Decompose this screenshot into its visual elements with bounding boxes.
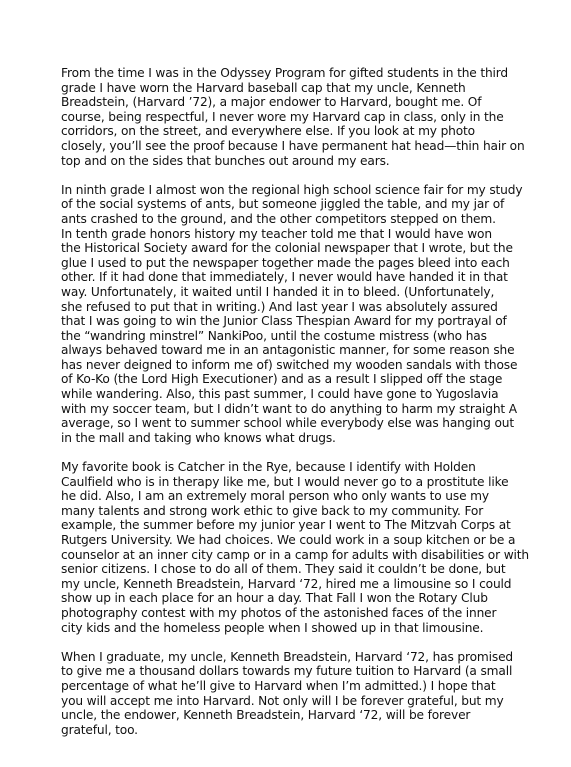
text-line: example, the summer before my junior year I went to The Mitzvah Corps at	[61, 518, 511, 533]
text-line: senior citizens. I chose to do all of them. They said it couldn’t be done, but	[61, 562, 506, 577]
text-line: many talents and strong work ethic to give back to my community. For	[61, 503, 484, 518]
text-line: always behaved toward me in an antagonistic manner, for some reason she	[61, 343, 515, 358]
text-line: grateful, too.	[61, 722, 138, 737]
text-line: you will accept me into Harvard. Not only will I be forever grateful, but my	[61, 693, 504, 708]
text-line: closely, you’ll see the proof because I have permanent hat head—thin hair on	[61, 138, 525, 153]
text-line: In ninth grade I almost won the regional high school science fair for my study	[61, 182, 523, 197]
text-line: Rutgers University. We had choices. We could work in a soup kitchen or be a	[61, 533, 516, 547]
essay-paragraph	[61, 650, 533, 738]
text-line: Breadstein, (Harvard ’72), a major endower to Harvard, bought me. Of	[61, 95, 482, 110]
text-line: percentage of what he’ll give to Harvard when I’m admitted.) I hope that	[61, 678, 496, 693]
text-line: From the time I was in the Odyssey Program for gifted students in the third	[61, 66, 509, 80]
essay-paragraph	[61, 66, 533, 168]
text-line: of the social systems of ants, but someone jiggled the table, and my jar of	[61, 197, 505, 212]
text-line: my uncle, Kenneth Breadstein, Harvard ‘72, hired me a limousine so I could	[61, 576, 512, 591]
text-line: with my soccer team, but I didn’t want to do anything to harm my straight A	[61, 401, 517, 416]
text-line: the Historical Society award for the colonial newspaper that I wrote, but the	[61, 241, 513, 256]
text-line: to give me a thousand dollars towards my future tuition to Harvard (a small	[61, 664, 513, 679]
text-line: In tenth grade honors history my teacher told me that I would have won	[61, 226, 492, 241]
text-line: she refused to put that in writing.) And last year I was absolutely assured	[61, 299, 498, 314]
text-line: city kids and the homeless people when I showed up in that limousine.	[61, 620, 484, 635]
text-line: he did. Also, I am an extremely moral person who only wants to use my	[61, 489, 489, 504]
text-line: corridors, on the street, and everywhere else. If you look at my photo	[61, 124, 475, 139]
text-line: ants crashed to the ground, and the other competitors stepped on them.	[61, 211, 496, 226]
text-line: grade I have worn the Harvard baseball cap that my uncle, Kenneth	[61, 80, 466, 95]
text-line: glue I used to put the newspaper together made the pages bleed into each	[61, 255, 510, 270]
essay-page	[61, 66, 533, 752]
text-line: My favorite book is Catcher in the Rye, because I identify with Holden	[61, 460, 476, 475]
essay-paragraph	[61, 460, 533, 635]
text-line: of Ko-Ko (the Lord High Executioner) and as a result I slipped off the stage	[61, 372, 503, 387]
text-line: counselor at an inner city camp or in a camp for adults with disabilities or with	[61, 547, 529, 562]
text-line: average, so I went to summer school while everybody else was hanging out	[61, 416, 514, 431]
text-line: photography contest with my photos of the astonished faces of the inner	[61, 605, 497, 620]
text-line: has never deigned to inform me of) switched my wooden sandals with those	[61, 357, 518, 372]
text-line: that I was going to win the Junior Class Thespian Award for my portrayal of	[61, 314, 507, 329]
text-line: top and on the sides that bunches out around my ears.	[61, 153, 390, 168]
text-line: way. Unfortunately, it waited until I handed it in to bleed. (Unfortunately,	[61, 284, 495, 299]
text-line: in the mall and taking who knows what drugs.	[61, 430, 336, 445]
text-line: Caulfield who is in therapy like me, but I would never go to a prostitute like	[61, 474, 509, 489]
text-line: while wandering. Also, this past summer, I could have gone to Yugoslavia	[61, 387, 499, 402]
essay-paragraph	[61, 183, 533, 446]
text-line: uncle, the endower, Kenneth Breadstein, Harvard ‘72, will be forever	[61, 708, 471, 723]
text-line: other. If it had done that immediately, I never would have handed it in that	[61, 270, 508, 285]
text-line: the “wandring minstrel” NankiPoo, until the costume mistress (who has	[61, 328, 487, 343]
text-line: course, being respectful, I never wore my Harvard cap in class, only in the	[61, 109, 504, 124]
text-line: show up in each place for an hour a day. That Fall I won the Rotary Club	[61, 591, 488, 606]
text-line: When I graduate, my uncle, Kenneth Breadstein, Harvard ‘72, has promised	[61, 649, 514, 664]
